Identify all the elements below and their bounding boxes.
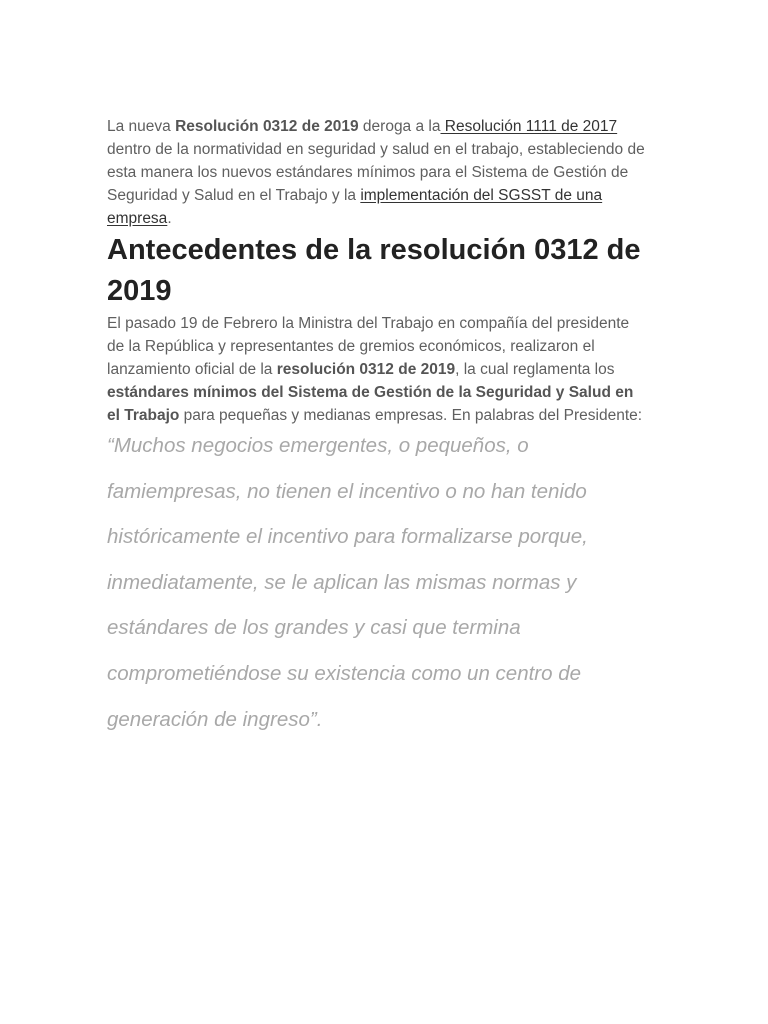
article-content [107, 115, 647, 750]
quote-line: “Muchos negocios emergentes, o pequeños, o [107, 434, 529, 457]
body-paragraph [107, 312, 647, 427]
body-text-2: , la cual reglamenta los [455, 361, 615, 378]
resolution-1111-link[interactable]: Resolución 1111 de 2017 [440, 118, 618, 135]
president-quote [107, 415, 647, 750]
body-bold-resolution: resolución 0312 de 2019 [276, 361, 456, 378]
quote-line: estándares de los grandes y casi que termina [107, 616, 521, 640]
intro-text-4: . [167, 210, 172, 227]
intro-text-2: deroga a la [358, 118, 441, 135]
intro-bold-resolution: Resolución 0312 de 2019 [175, 118, 359, 135]
quote-line: inmediatamente, se le aplican las mismas normas y [107, 570, 577, 594]
body-bold-standards: estándares mínimos del Sistema de Gestión de la Seguridad y Salud en el Trabajo [107, 384, 634, 424]
intro-text-1: La nueva [107, 118, 176, 135]
body-text-1: El pasado 19 de Febrero la Ministra del Trabajo en compañía del presidente de la República y representantes de gremios económicos, realizaron el lanzamiento oficial de la [107, 315, 630, 378]
intro-paragraph [107, 115, 647, 230]
intro-text-3: dentro de la normatividad en seguridad y salud en el trabajo, estableciendo de esta manera los nuevos estándares mínimos para el Sistema de Gestión de Seguridad y Salud en el Trabajo y la [107, 141, 645, 204]
sgsst-implementation-link[interactable]: implementación del SGSST de una empresa [107, 187, 603, 227]
body-text-3: para pequeñas y medianas empresas. En palabras del Presidente: [179, 407, 643, 424]
quote-line: famiempresas, no tienen el incentivo o no han tenido [107, 479, 587, 503]
quote-line: generación de ingreso”. [107, 707, 323, 731]
quote-line: comprometiéndose su existencia como un centro de [107, 661, 582, 685]
quote-line: históricamente el incentivo para formalizarse porque, [107, 525, 588, 549]
section-heading: Antecedentes de la resolución 0312 de 2019 [107, 234, 641, 307]
